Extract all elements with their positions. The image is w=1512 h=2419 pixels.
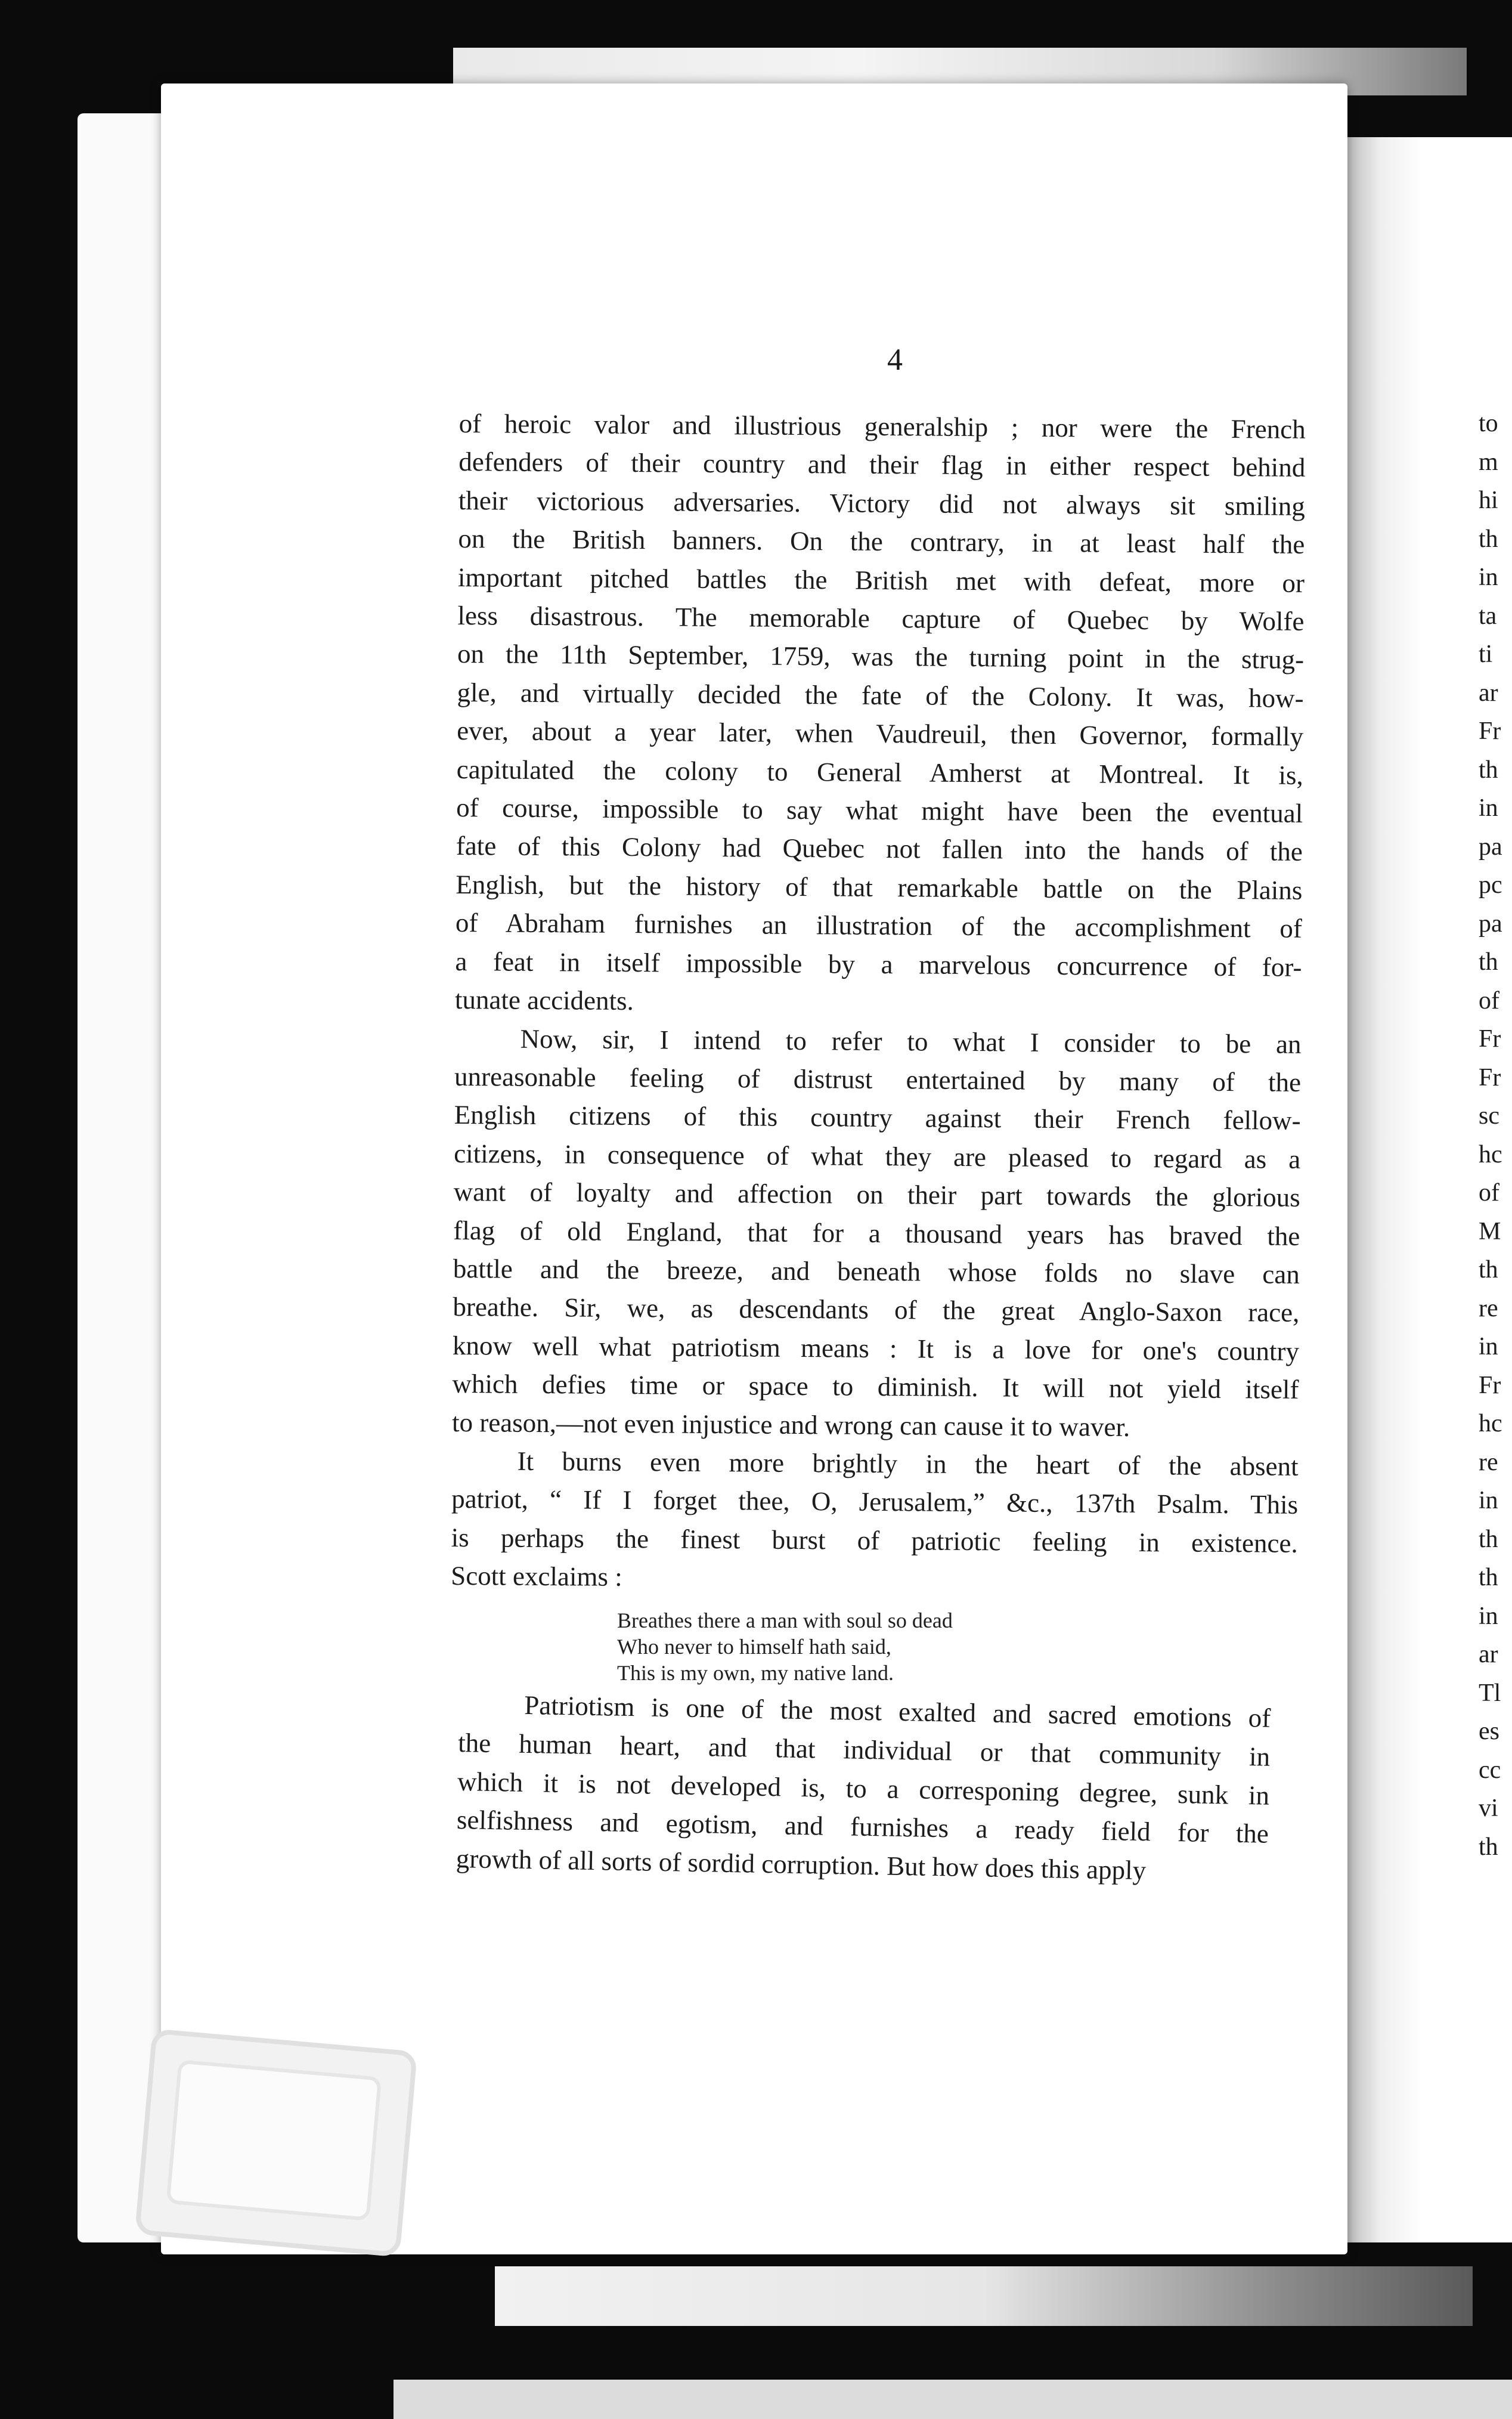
text-line: the human heart, and that individual or that community in <box>457 1727 1271 1772</box>
facing-page-fragment: ar <box>1479 679 1498 707</box>
facing-page-fragment: pa <box>1479 910 1502 938</box>
text-line: citizens, in consequence of what they are pleased to regard as a <box>454 1138 1301 1174</box>
facing-page-fragment: to <box>1479 410 1498 437</box>
text-line: Now, sir, I intend to refer to what I consider to be an <box>520 1023 1302 1059</box>
text-line: tunate accidents. <box>454 985 634 1016</box>
text-line: which it is not developed is, to a corresponing degree, sunk in <box>457 1766 1270 1811</box>
text-line: fate of this Colony had Quebec not fallen into the hands of the <box>456 831 1303 867</box>
text-line: selfishness and egotism, and furnishes a ready field for the <box>456 1805 1269 1849</box>
text-line: which defies time or space to diminish. It will not yield itself <box>452 1369 1299 1405</box>
facing-page-fragment: m <box>1479 448 1498 476</box>
text-line: ever, about a year later, when Vaudreuil, then Governor, formally <box>457 716 1304 752</box>
facing-page-text <box>1479 404 1502 1866</box>
poem-quotation <box>617 1607 953 1686</box>
body-text-lower <box>456 1685 1271 1892</box>
text-line: flag of old England, that for a thousand years has braved the <box>453 1215 1300 1251</box>
facing-page-fragment: hc <box>1479 1140 1502 1168</box>
facing-page-fragment: th <box>1479 1564 1498 1591</box>
facing-page-fragment: in <box>1479 1333 1498 1360</box>
text-line: gle, and virtually decided the fate of the Colony. It was, how- <box>457 677 1304 713</box>
corner-tab-inner <box>166 2059 382 2221</box>
facing-page-fragment: th <box>1479 525 1498 553</box>
text-line: Patriotism is one of the most exalted and sacred emotions of <box>523 1690 1271 1733</box>
facing-page-fragment: Fr <box>1479 717 1501 745</box>
text-line: less disastrous. The memorable capture of Quebec by Wolfe <box>457 601 1305 636</box>
text-line: English, but the history of that remarkable battle on the Plains <box>456 869 1303 905</box>
facing-page-fragment: vi <box>1479 1795 1498 1822</box>
text-line: English citizens of this country against their French fellow- <box>454 1100 1301 1136</box>
facing-page-fragment: of <box>1479 1179 1499 1207</box>
facing-page-fragment: th <box>1479 948 1498 976</box>
facing-page-fragment: th <box>1479 1256 1498 1283</box>
text-line: growth of all sorts of sordid corruption. But how does this apply <box>456 1843 1147 1886</box>
facing-page-fragment: in <box>1479 1487 1498 1514</box>
paragraph-2 <box>452 1019 1302 1447</box>
paragraph-4 <box>456 1685 1271 1892</box>
text-line: on the 11th September, 1759, was the turning point in the strug- <box>457 639 1305 675</box>
body-text-upper <box>451 404 1306 1601</box>
facing-page-fragment: Fr <box>1479 1025 1501 1053</box>
text-line: want of loyalty and affection on their part towards the glorious <box>453 1177 1300 1213</box>
text-line: Breathes there a man with soul so dead <box>617 1608 953 1632</box>
text-line: It burns even more brightly in the heart of the absent <box>517 1446 1299 1481</box>
facing-page-fragment: pa <box>1479 833 1502 861</box>
text-line: of heroic valor and illustrious generalship ; nor were the French <box>458 408 1306 444</box>
facing-page-fragment: Tl <box>1479 1679 1501 1707</box>
facing-page-fragment: ti <box>1479 641 1493 668</box>
text-line: breathe. Sir, we, as descendants of the great Anglo-Saxon race, <box>453 1292 1300 1328</box>
text-line: a feat in itself impossible by a marvelous concurrence of for- <box>455 946 1302 982</box>
text-line: is perhaps the finest burst of patriotic feeling in existence. <box>451 1522 1298 1558</box>
text-line: to reason,—not even injustice and wrong can cause it to waver. <box>451 1407 1130 1442</box>
text-line: on the British banners. On the contrary, in at least half the <box>458 524 1305 560</box>
facing-page-fragment: re <box>1479 1294 1498 1322</box>
text-line: unreasonable feeling of distrust entertained by many of the <box>454 1061 1302 1097</box>
facing-page-fragment: re <box>1479 1448 1498 1476</box>
facing-page-fragment: sc <box>1479 1102 1499 1130</box>
facing-page-fragment: pc <box>1479 871 1502 899</box>
facing-page-fragment: hc <box>1479 1410 1502 1437</box>
text-line: This is my own, my native land. <box>617 1661 894 1685</box>
facing-page-fragment: of <box>1479 986 1499 1014</box>
text-line: of Abraham furnishes an illustration of the accomplishment of <box>455 908 1303 944</box>
facing-page-fragment: in <box>1479 1602 1498 1630</box>
text-line: Scott exclaims : <box>451 1561 622 1592</box>
text-line: their victorious adversaries. Victory did not always sit smiling <box>458 485 1306 521</box>
text-line: of course, impossible to say what might have been the eventual <box>456 793 1303 828</box>
text-line: important pitched battles the British met with defeat, more or <box>457 562 1305 598</box>
text-line: patriot, “ If I forget thee, O, Jerusalem,” &c., 137th Psalm. This <box>451 1484 1299 1520</box>
background-strip-bottom <box>495 2266 1473 2326</box>
facing-page-fragment: Fr <box>1479 1063 1501 1091</box>
facing-page-fragment: in <box>1479 564 1498 591</box>
facing-page-fragment: th <box>1479 756 1498 784</box>
facing-page-fragment: ar <box>1479 1641 1498 1668</box>
text-line: capitulated the colony to General Amherst at Montreal. It is, <box>456 754 1303 790</box>
facing-page-fragment: es <box>1479 1718 1499 1745</box>
page-number: 4 <box>887 343 903 377</box>
text-line: know well what patriotism means : It is a love for one's country <box>452 1330 1300 1366</box>
facing-page-fragment: M <box>1479 1217 1501 1245</box>
corner-tab <box>135 2028 417 2257</box>
facing-page-fragment: in <box>1479 794 1498 822</box>
text-line: defenders of their country and their flag in either respect behind <box>458 447 1306 483</box>
text-line: Who never to himself hath said, <box>617 1635 891 1659</box>
facing-page-fragment: ta <box>1479 602 1497 630</box>
paragraph-3 <box>451 1441 1299 1601</box>
paragraph-1 <box>455 404 1306 1025</box>
facing-page-fragment: th <box>1479 1833 1498 1861</box>
text-line: battle and the breeze, and beneath whose folds no slave can <box>453 1253 1300 1289</box>
facing-page-fragment: cc <box>1479 1756 1501 1784</box>
facing-page-fragment: Fr <box>1479 1371 1501 1399</box>
facing-page-fragment: th <box>1479 1525 1498 1553</box>
background-strip-bottom-lower <box>394 2380 1512 2419</box>
facing-page-fragment: hi <box>1479 487 1498 514</box>
